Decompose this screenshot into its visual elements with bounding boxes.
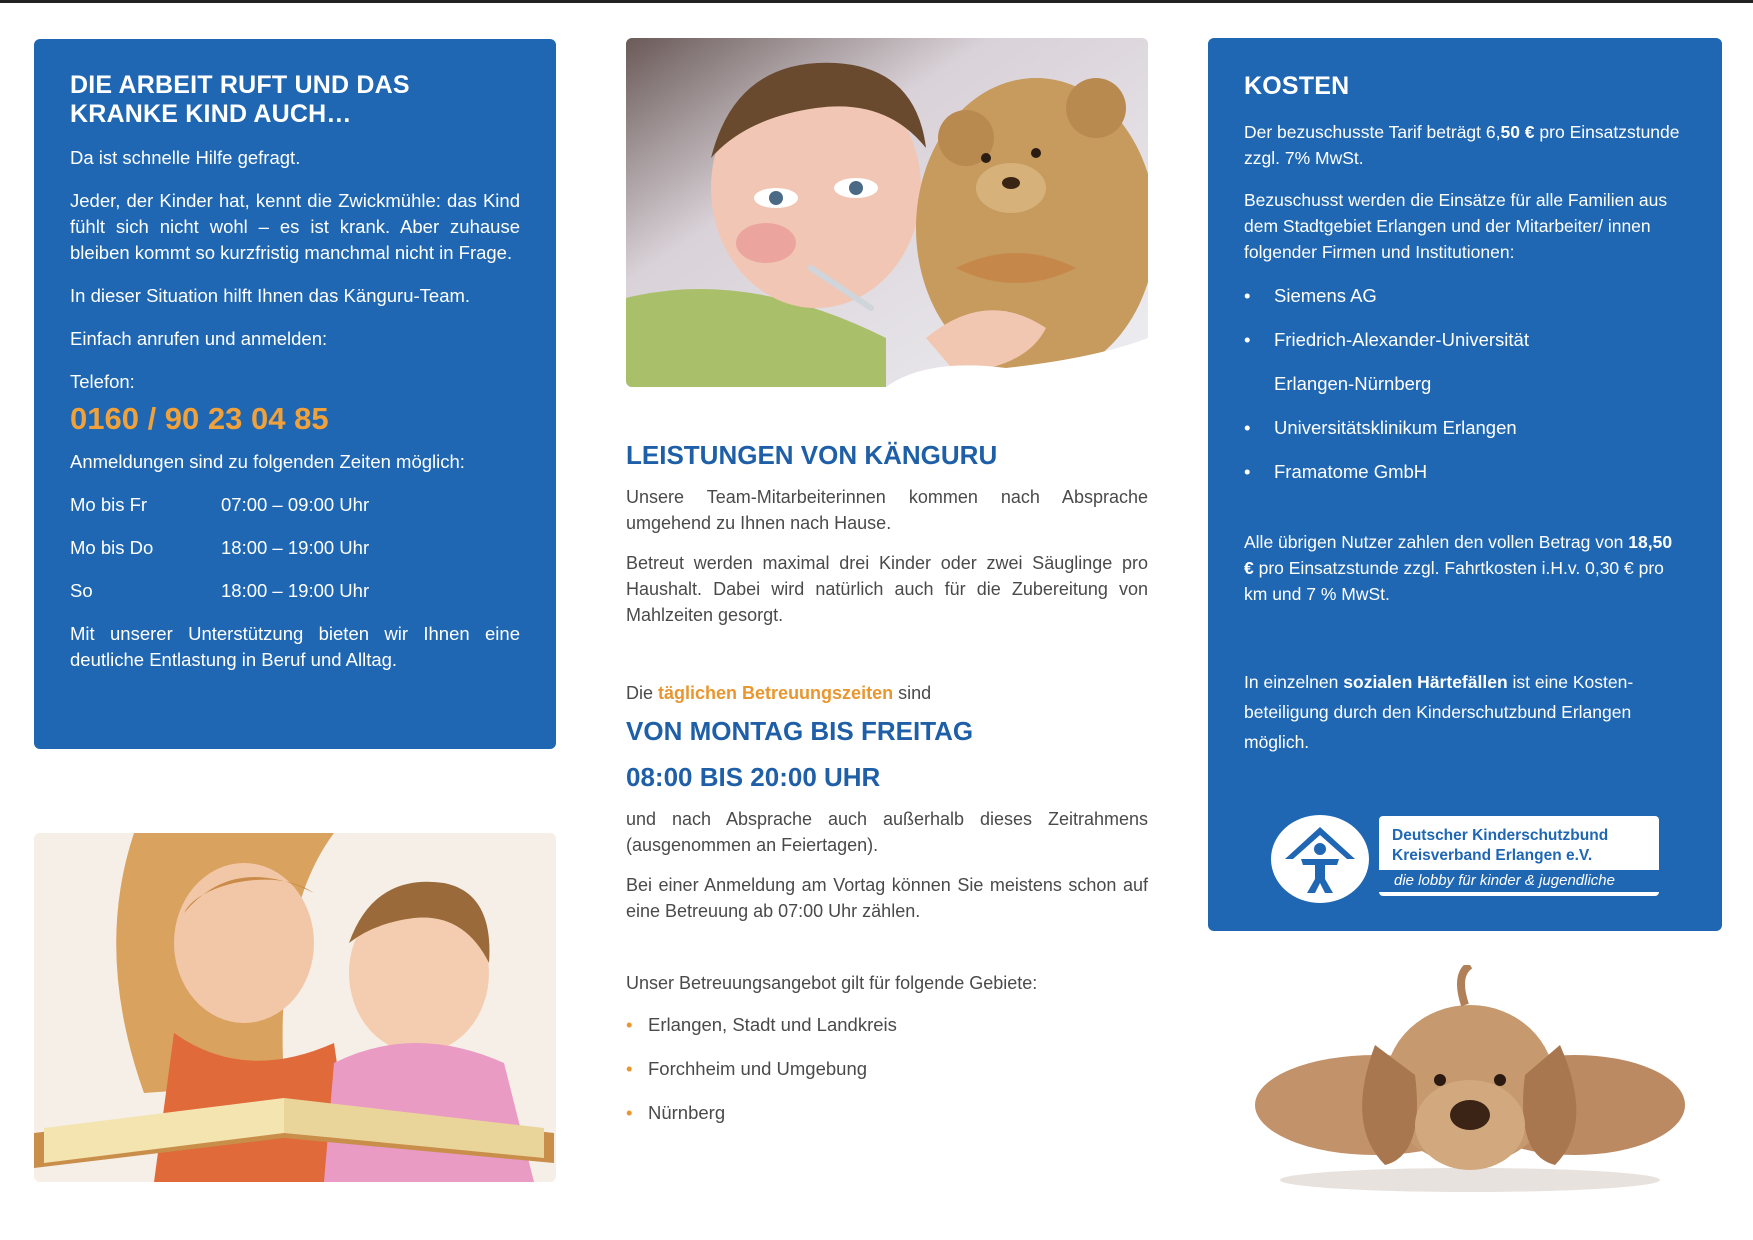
area-name: Forchheim und Umgebung [648, 1058, 868, 1079]
list-item [1244, 459, 1686, 485]
hours-time: 18:00 – 19:00 Uhr [221, 580, 370, 601]
bullet: • [1244, 329, 1251, 350]
logo-tagline: die lobby für kinder & jugendliche [1372, 870, 1659, 892]
reading-illustration [34, 833, 556, 1182]
services-text: Betreut werden maximal drei Kinder oder zwei Säuglinge pro Haushalt. Dabei wird natürlich auch für die Zubereitung von Mahlzeiten gesorgt. [626, 553, 1148, 625]
house-figure-icon [1271, 815, 1369, 903]
intro-text: Jeder, der Kinder hat, kennt die Zwickmühle: das Kind fühlt sich nicht wohl – es ist krank. Aber zuhause bleiben kommt so kurzfristig manchmal nicht in Frage. [70, 190, 520, 263]
areas-intro: Unser Betreuungsangebot gilt für folgende Gebiete: [626, 973, 1038, 993]
reading-photo [34, 833, 556, 1182]
full-price-text [1244, 529, 1686, 607]
subsidy-text: Bezuschusst werden die Einsätze für alle Familien aus dem Stadtgebiet Erlangen und der Mitarbeiter/ innen folgender Firmen und Institutionen: [1244, 190, 1668, 262]
plush-dog-illustration [1255, 965, 1685, 1195]
phone-number[interactable]: 0160 / 90 23 04 85 [70, 401, 329, 436]
top-border [0, 0, 1753, 3]
services-text: Unsere Team-Mitarbeiterinnen kommen nach Absprache umgehend zu Ihnen nach Hause. [626, 487, 1148, 533]
hardship-post: ist eine Kostenbeteiligung durch den Kinderschutzbund Erlangen möglich. [1244, 672, 1634, 752]
care-text: und nach Absprache auch außerhalb dieses Zeitrahmens (ausgenommen an Feiertagen). [626, 809, 1148, 855]
hours-day: Mo bis Do [70, 537, 154, 558]
hardship-pre: In einzelnen [1244, 672, 1339, 692]
areas-list [626, 1012, 1148, 1126]
hardship-text [1244, 667, 1686, 757]
firm-name: Universitätsklinikum Erlangen [1274, 417, 1517, 438]
kinderschutzbund-logo [1264, 808, 1656, 902]
hours-time: 18:00 – 19:00 Uhr [221, 537, 370, 558]
tariff-pre: Der bezuschusste Tarif beträgt 6, [1244, 122, 1501, 142]
area-name: Erlangen, Stadt und Landkreis [648, 1014, 897, 1035]
firm-name: Framatome GmbH [1274, 461, 1428, 482]
list-item [626, 1100, 1148, 1126]
intro-title-line2: KRANKE KIND AUCH… [70, 100, 352, 128]
phone-label: Telefon: [70, 371, 135, 392]
care-times-intro [626, 680, 1148, 706]
bullet: • [1244, 417, 1251, 438]
full-price-amount: 18,50 € [1244, 532, 1673, 578]
care-text: Bei einer Anmeldung am Vortag können Sie meistens schon auf eine Betreuung ab 07:00 Uhr zählen. [626, 875, 1148, 921]
care-times-highlight: täglichen Betreuungszeiten [658, 683, 894, 703]
tariff-text [1244, 119, 1686, 171]
tariff-amount: 50 € [1500, 122, 1535, 142]
area-name: Nürnberg [648, 1102, 726, 1123]
hours-row [70, 492, 520, 518]
firm-name: Friedrich-Alexander-Universität [1274, 329, 1529, 350]
care-times-pre: Die [626, 683, 654, 703]
hours-day: So [70, 580, 93, 601]
intro-text: In dieser Situation hilft Ihnen das Känguru-Team. [70, 285, 471, 306]
bullet: • [626, 1014, 633, 1035]
hours-row [70, 535, 520, 561]
care-times-post: sind [898, 683, 932, 703]
sick-child-illustration [626, 38, 1148, 387]
services-heading: LEISTUNGEN VON KÄNGURU [626, 440, 998, 470]
tariff-post: pro Einsatzstunde zzgl. 7% MwSt. [1244, 122, 1680, 168]
care-hours-heading: 08:00 BIS 20:00 UHR [626, 762, 881, 792]
list-item [626, 1012, 1148, 1038]
firm-name: Erlangen-Nürnberg [1274, 373, 1432, 394]
logo-line2: Kreisverband Erlangen e.V. [1392, 847, 1593, 864]
full-price-pre: Alle übrigen Nutzer zahlen den vollen Betrag von [1244, 532, 1624, 552]
list-item [1244, 371, 1686, 397]
logo-circle [1268, 812, 1372, 906]
hours-day: Mo bis Fr [70, 494, 148, 515]
full-price-post: pro Einsatzstunde zzgl. Fahrtkosten i.H.v. 0,30 € pro km und 7 % MwSt. [1244, 558, 1664, 604]
bullet: • [1244, 285, 1251, 306]
costs-title: KOSTEN [1244, 72, 1350, 100]
list-item [1244, 415, 1686, 441]
intro-text: Einfach anrufen und anmelden: [70, 328, 328, 349]
intro-text: Da ist schnelle Hilfe gefragt. [70, 147, 301, 168]
bullet: • [626, 1102, 633, 1123]
services-column [626, 440, 1148, 1144]
list-item [626, 1056, 1148, 1082]
hours-time: 07:00 – 09:00 Uhr [221, 494, 370, 515]
list-item [1244, 327, 1686, 353]
bullet: • [626, 1058, 633, 1079]
bullet: • [1244, 461, 1251, 482]
closing-text: Mit unserer Unterstützung bieten wir Ihnen eine deutliche Entlastung in Beruf und Alltag. [70, 623, 520, 670]
intro-title [70, 71, 520, 129]
care-days-heading: VON MONTAG BIS FREITAG [626, 716, 974, 746]
intro-panel [34, 39, 556, 749]
hours-intro: Anmeldungen sind zu folgenden Zeiten möglich: [70, 451, 465, 472]
hardship-bold: sozialen Härtefällen [1343, 672, 1508, 692]
firm-name: Siemens AG [1274, 285, 1377, 306]
hours-row [70, 578, 520, 604]
list-item [1244, 283, 1686, 309]
intro-title-line1: DIE ARBEIT RUFT UND DAS [70, 71, 410, 99]
plush-dog-photo [1255, 965, 1685, 1195]
logo-line1: Deutscher Kinderschutzbund [1392, 827, 1609, 844]
sick-child-photo [626, 38, 1148, 387]
costs-panel [1208, 38, 1722, 931]
firms-list [1244, 283, 1686, 485]
